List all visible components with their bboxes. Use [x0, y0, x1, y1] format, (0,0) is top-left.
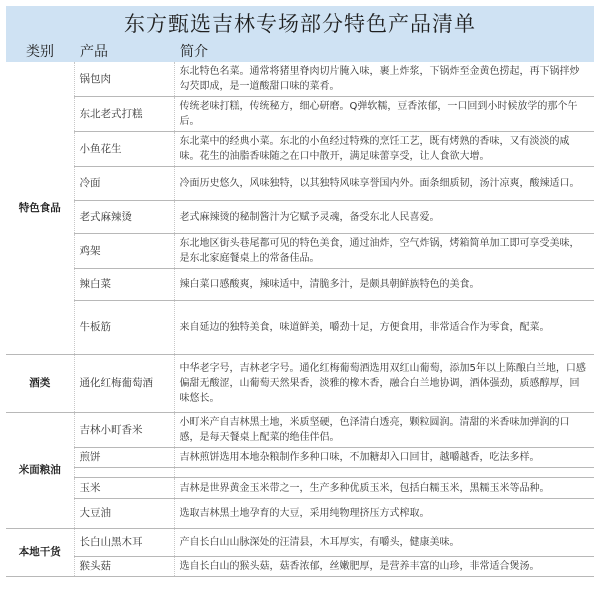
table-row[interactable]: [6, 355, 594, 413]
product-name: 煎饼: [74, 448, 174, 468]
table-row[interactable]: [6, 413, 594, 448]
product-desc: 辣白菜口感酸爽，辣味适中，清脆多汁，是颇具朝鲜族特色的美食。: [174, 269, 594, 301]
product-desc: 吉林煎饼选用本地杂粮制作多种口味，不加糖却入口回甘，越嚼越香，吃法多样。: [174, 448, 594, 468]
category-cell: 特色食品: [6, 62, 74, 355]
table-row[interactable]: [6, 499, 594, 529]
product-desc: 冷面历史悠久，风味独特，以其独特风味享誉国内外。面条细质韧，汤汁凉爽，酸辣适口。: [174, 167, 594, 201]
product-name: [74, 468, 174, 478]
table-row[interactable]: [6, 167, 594, 201]
category-cell: 本地干货: [6, 529, 74, 577]
product-name: 鸡架: [74, 234, 174, 269]
product-name: 通化红梅葡萄酒: [74, 355, 174, 413]
table-row[interactable]: [6, 97, 594, 132]
product-name: 冷面: [74, 167, 174, 201]
product-desc: 选自长白山的猴头菇，菇香浓郁，丝嫩肥厚，是营养丰富的山珍，非常适合煲汤。: [174, 557, 594, 577]
table-row: [6, 468, 594, 478]
product-desc: 东北特色名菜。通常将猪里脊肉切片腌入味，裹上炸浆，下锅炸至金黄色捞起，再下锅拌炒勾芡即成，是一道酸甜口味的菜肴。: [174, 62, 594, 97]
header-row: [6, 40, 594, 62]
product-desc: 来自延边的独特美食，味道鲜美，嚼劲十足，方便食用，非常适合作为零食，配菜。: [174, 301, 594, 355]
product-list-sheet: [6, 6, 594, 577]
table-row[interactable]: [6, 478, 594, 499]
table-row[interactable]: [6, 269, 594, 301]
product-name: 小鱼花生: [74, 132, 174, 167]
product-desc: 东北地区街头巷尾都可见的特色美食，通过油炸，空气炸锅，烤箱简单加工即可享受美味，是东北家庭餐桌上的常备佳品。: [174, 234, 594, 269]
product-desc: 老式麻辣烫的秘制酱汁为它赋予灵魂，备受东北人民喜爱。: [174, 201, 594, 234]
product-desc: 产自长白山山脉深处的汪清县，木耳厚实，有嚼头，健康美味。: [174, 529, 594, 557]
product-desc: 东北菜中的经典小菜。东北的小鱼经过特殊的烹饪工艺，既有烤熟的香味，又有淡淡的咸味。花生的油脂香味随之在口中散开，满足味蕾享受，让人食欲大增。: [174, 132, 594, 167]
sheet-title: 东方甄选吉林专场部分特色产品清单: [6, 6, 594, 40]
table-body: [6, 62, 594, 577]
product-name: 长白山黑木耳: [74, 529, 174, 557]
table-row[interactable]: [6, 529, 594, 557]
table-row[interactable]: [6, 557, 594, 577]
product-name: 辣白菜: [74, 269, 174, 301]
product-name: 猴头菇: [74, 557, 174, 577]
table-row[interactable]: [6, 448, 594, 468]
header-category: 类别: [6, 40, 74, 62]
table-row[interactable]: [6, 201, 594, 234]
product-name: 大豆油: [74, 499, 174, 529]
product-desc: 传统老味打糕，传统秘方，细心研磨。Q弹软糯，豆香浓郁，一口回到小时候放学的那个午后。: [174, 97, 594, 132]
product-name: 锅包肉: [74, 62, 174, 97]
product-name: 老式麻辣烫: [74, 201, 174, 234]
product-name: 东北老式打糕: [74, 97, 174, 132]
product-desc: 小町米产自吉林黑土地，米质坚硬，色泽清白透亮，颗粒圆润。清甜的米香味加弹润的口感，是每天餐桌上配菜的绝佳伴侣。: [174, 413, 594, 448]
product-name: 牛板筋: [74, 301, 174, 355]
product-desc: 选取吉林黑土地孕育的大豆，采用纯物理挤压方式榨取。: [174, 499, 594, 529]
table-row[interactable]: [6, 132, 594, 167]
category-cell: 米面粮油: [6, 413, 74, 529]
table-row[interactable]: [6, 234, 594, 269]
header-product: 产品: [74, 40, 174, 62]
category-cell: 酒类: [6, 355, 74, 413]
product-desc: [174, 468, 594, 478]
table-row[interactable]: [6, 62, 594, 97]
product-table: [6, 40, 594, 577]
product-name: 吉林小町香米: [74, 413, 174, 448]
product-name: 玉米: [74, 478, 174, 499]
header-intro: 简介: [174, 40, 594, 62]
product-desc: 中华老字号，吉林老字号。通化红梅葡萄酒选用双红山葡萄，添加5年以上陈酿白兰地，口感偏甜无酸涩，山葡萄天然果香，淡雅的橡木香，融合白兰地协调，酒体强劲，质感醇厚，回味悠长。: [174, 355, 594, 413]
table-row[interactable]: [6, 301, 594, 355]
product-desc: 吉林是世界黄金玉米带之一，生产多种优质玉米，包括白糯玉米，黑糯玉米等品种。: [174, 478, 594, 499]
